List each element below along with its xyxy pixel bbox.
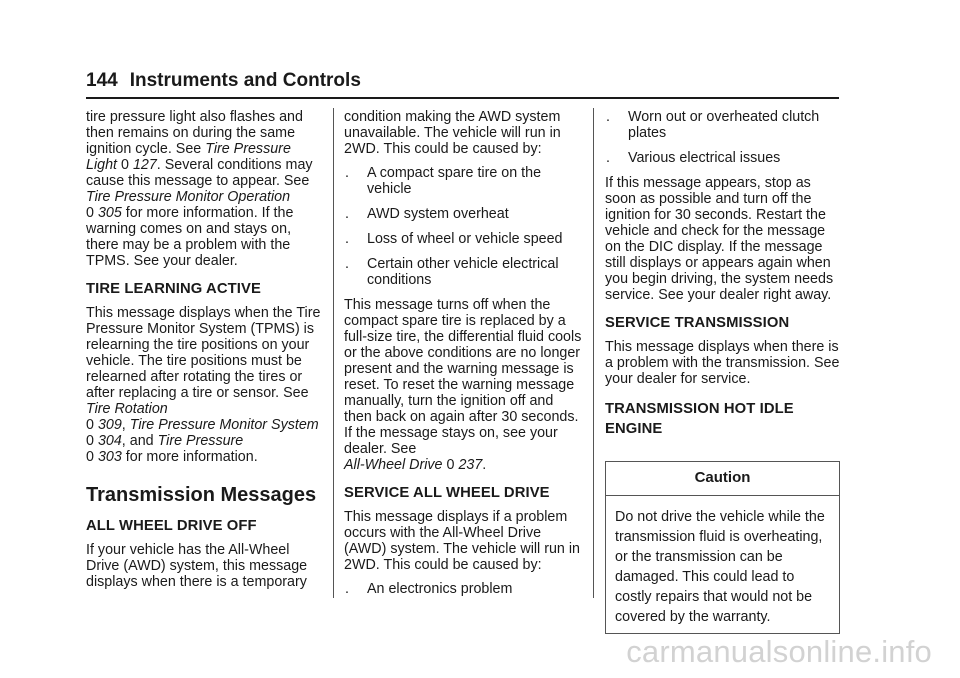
page-ref-number[interactable]: 304	[97, 433, 122, 449]
paragraph	[86, 305, 322, 465]
page-ref-arrow-icon: 0	[121, 157, 129, 173]
section-heading: TIRE LEARNING ACTIVE	[86, 281, 261, 297]
text: . Several conditions may cause this message to appear. See	[86, 157, 313, 189]
text: tire pressure light also flashes and then remains on during the same ignition cycle. See	[86, 109, 303, 157]
page-ref-number[interactable]: 309	[97, 417, 122, 433]
column-divider	[593, 108, 594, 598]
page-ref-arrow-icon: 0	[86, 449, 94, 465]
paragraph	[344, 297, 582, 473]
paragraph: This message displays when there is a problem with the transmission. See your dealer for service.	[605, 339, 840, 387]
page-ref-arrow-icon: 0	[86, 433, 94, 449]
xref-link[interactable]: All-Wheel Drive	[344, 457, 443, 473]
page-ref-arrow-icon: 0	[86, 417, 94, 433]
bullet-icon: .	[345, 581, 349, 597]
list-item-text: Worn out or overheated clutch plates	[628, 109, 820, 141]
list-item	[344, 231, 582, 247]
xref-link[interactable]: Tire Pressure Monitor Operation	[86, 189, 291, 205]
bullet-icon: .	[606, 109, 610, 125]
list-item	[344, 581, 582, 597]
section-heading: TRANSMISSION HOT IDLE ENGINE	[605, 401, 794, 437]
caution-title: Caution	[606, 462, 839, 496]
xref-link[interactable]: Tire Pressure	[157, 433, 244, 449]
list-item	[344, 256, 582, 288]
watermark: carmanualsonline.info	[626, 634, 932, 669]
list-item-text: Various electrical issues	[628, 150, 781, 166]
page-ref-number[interactable]: 237	[458, 457, 483, 473]
caution-text: Do not drive the vehicle while the transmission fluid is overheating, or the transmission can be damaged. This could lead to costly repairs that would not be covered by the warranty.	[615, 509, 825, 625]
xref-link[interactable]: Tire Rotation	[86, 401, 168, 417]
page-ref-number[interactable]: 127	[132, 157, 157, 173]
section-heading: ALL WHEEL DRIVE OFF	[86, 518, 257, 534]
chapter-heading: Transmission Messages	[86, 484, 317, 506]
column-1	[86, 109, 322, 598]
page-number: 144	[86, 70, 118, 91]
column-2	[344, 109, 582, 606]
section-heading: SERVICE TRANSMISSION	[605, 315, 790, 331]
text: ,	[121, 417, 130, 433]
list-item	[344, 206, 582, 222]
text: for more information. If the warning comes on and stays on, there may be a problem with the TPMS. See your dealer.	[86, 205, 294, 269]
text: This message turns off when the compact spare tire is replaced by a full-size tire, the differential fluid cools or the above conditions are no longer present and the warning message is reset. To reset the warning message manually, turn the ignition off and then back on again after 30 seconds. If the message stays on, see your dealer. See	[344, 297, 582, 457]
bullet-icon: .	[345, 256, 349, 272]
text: .	[482, 457, 487, 473]
column-divider	[333, 108, 334, 598]
text: for more information.	[121, 449, 258, 465]
page-ref-number[interactable]: 303	[97, 449, 122, 465]
section-title: Instruments and Controls	[129, 70, 361, 91]
column-3	[605, 109, 840, 634]
paragraph: This message displays if a problem occurs with the All-Wheel Drive (AWD) system. The vehicle will run in 2WD. This could be caused by:	[344, 509, 580, 573]
list-item	[344, 165, 582, 197]
section-heading: SERVICE ALL WHEEL DRIVE	[344, 485, 550, 501]
list-item-text: A compact spare tire on the vehicle	[367, 165, 542, 197]
paragraph: If your vehicle has the All-Wheel Drive (AWD) system, this message displays when there is a temporary	[86, 542, 308, 590]
list-item-text: An electronics problem	[367, 581, 513, 597]
paragraph: If this message appears, stop as soon as possible and turn off the ignition for 30 seconds. Restart the vehicle and check for the message on the DIC display. If the message still displays or appears again when you begin driving, the system needs service. See your dealer right away.	[605, 175, 834, 303]
bullet-list	[344, 165, 582, 288]
text: , and	[121, 433, 158, 449]
bullet-icon: .	[345, 165, 349, 181]
page-ref-arrow-icon: 0	[446, 457, 455, 473]
bullet-list	[344, 581, 582, 597]
list-item-text: Certain other vehicle electrical conditions	[367, 256, 559, 288]
list-item-text: Loss of wheel or vehicle speed	[367, 231, 563, 247]
text: This message displays when the Tire Pressure Monitor System (TPMS) is relearning the tire positions on your vehicle. The tire positions must be relearned after rotating the tires or after replacing a tire or sensor. See	[86, 305, 321, 401]
paragraph: condition making the AWD system unavailable. The vehicle will run in 2WD. This could be caused by:	[344, 109, 561, 157]
xref-link[interactable]: Tire Pressure Monitor System	[129, 417, 319, 433]
caution-box	[605, 461, 840, 634]
page-ref-arrow-icon: 0	[86, 205, 94, 221]
bullet-list	[605, 109, 840, 166]
list-item	[605, 150, 840, 166]
bullet-icon: .	[345, 206, 349, 222]
bullet-icon: .	[606, 150, 610, 166]
header-rule	[86, 97, 839, 99]
list-item	[605, 109, 840, 141]
xref-link[interactable]: Tire Pressure Light	[86, 141, 291, 173]
paragraph	[86, 109, 322, 269]
list-item-text: AWD system overheat	[367, 206, 509, 222]
bullet-icon: .	[345, 231, 349, 247]
page-ref-number[interactable]: 305	[97, 205, 122, 221]
page-header	[86, 70, 361, 92]
